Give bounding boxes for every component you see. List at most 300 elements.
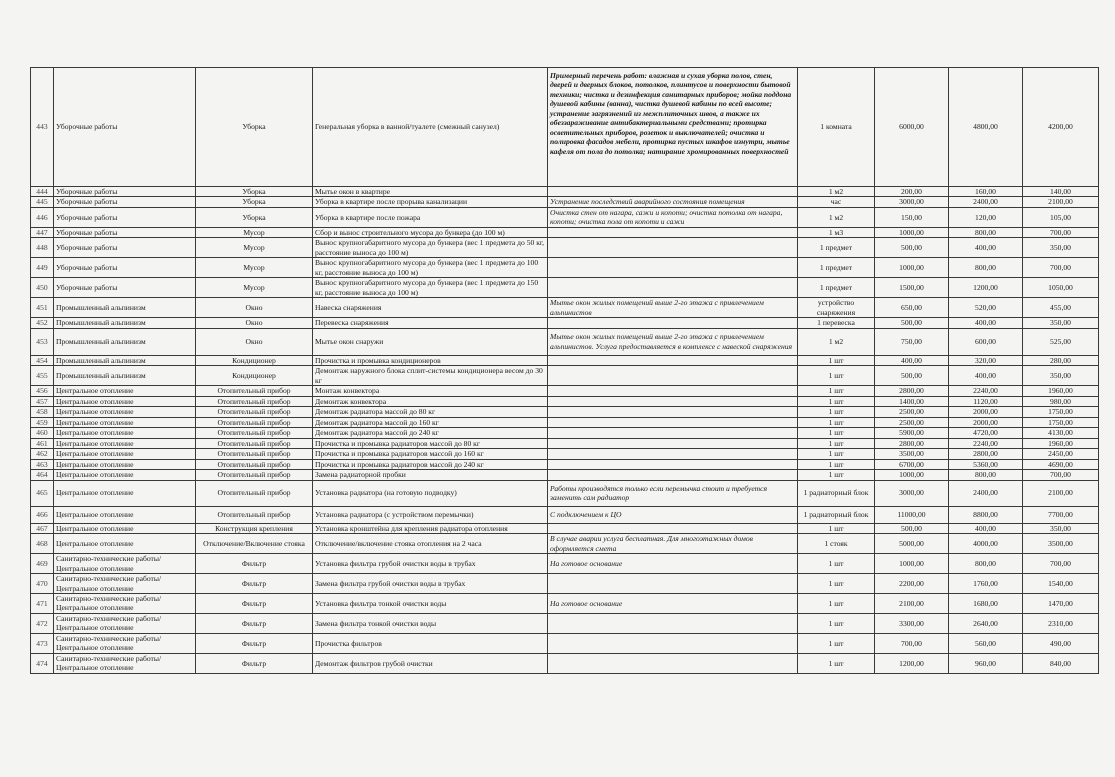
section-cell: Уборочные работы bbox=[54, 207, 196, 227]
service-cell: Вынос крупногабаритного мусора до бункера (вес 1 предмета до 100 кг, расстояние выноса до 100 м) bbox=[313, 258, 548, 278]
category-cell: Отопительный прибор bbox=[196, 438, 313, 448]
price-3-cell: 840,00 bbox=[1023, 653, 1099, 673]
row-number: 462 bbox=[31, 449, 54, 459]
section-cell: Промышленный альпинизм bbox=[54, 355, 196, 365]
price-1-cell: 500,00 bbox=[875, 366, 949, 386]
price-2-cell: 400,00 bbox=[949, 523, 1023, 533]
price-3-cell: 105,00 bbox=[1023, 207, 1099, 227]
row-number: 467 bbox=[31, 523, 54, 533]
price-1-cell: 2200,00 bbox=[875, 574, 949, 594]
category-cell: Мусор bbox=[196, 238, 313, 258]
description-cell bbox=[548, 470, 798, 480]
unit-cell: 1 шт bbox=[798, 523, 875, 533]
description-cell bbox=[548, 574, 798, 594]
price-3-cell: 2100,00 bbox=[1023, 480, 1099, 506]
service-cell: Установка фильтра тонкой очистки воды bbox=[313, 593, 548, 613]
unit-cell: 1 шт bbox=[798, 613, 875, 633]
price-3-cell: 1750,00 bbox=[1023, 407, 1099, 417]
row-number: 444 bbox=[31, 187, 54, 197]
price-2-cell: 1200,00 bbox=[949, 278, 1023, 298]
price-1-cell: 400,00 bbox=[875, 355, 949, 365]
price-1-cell: 3500,00 bbox=[875, 449, 949, 459]
description-cell: Очистка стен от нагара, сажи и копоти; очистка потолка от нагара, копоти; очистка пола от копоти и сажи bbox=[548, 207, 798, 227]
category-cell: Фильтр bbox=[196, 554, 313, 574]
unit-cell: 1 шт bbox=[798, 396, 875, 406]
price-2-cell: 1760,00 bbox=[949, 574, 1023, 594]
section-cell: Санитарно-технические работы/Центральное отопление bbox=[54, 593, 196, 613]
price-2-cell: 400,00 bbox=[949, 238, 1023, 258]
row-number: 473 bbox=[31, 633, 54, 653]
price-2-cell: 2400,00 bbox=[949, 197, 1023, 207]
section-cell: Центральное отопление bbox=[54, 396, 196, 406]
service-cell: Демонтаж радиатора массой до 160 кг bbox=[313, 417, 548, 427]
service-cell: Сбор и вынос строительного мусора до бункера (до 100 м) bbox=[313, 227, 548, 237]
section-cell: Центральное отопление bbox=[54, 438, 196, 448]
section-cell: Центральное отопление bbox=[54, 470, 196, 480]
table-row bbox=[31, 298, 1099, 318]
row-number: 451 bbox=[31, 298, 54, 318]
table-row bbox=[31, 207, 1099, 227]
price-1-cell: 1000,00 bbox=[875, 227, 949, 237]
price-3-cell: 140,00 bbox=[1023, 187, 1099, 197]
description-cell: На готовое основание bbox=[548, 593, 798, 613]
row-number: 455 bbox=[31, 366, 54, 386]
unit-cell: 1 м3 bbox=[798, 227, 875, 237]
price-1-cell: 500,00 bbox=[875, 318, 949, 328]
price-3-cell: 700,00 bbox=[1023, 554, 1099, 574]
description-cell: С подключением к ЦО bbox=[548, 506, 798, 523]
table-row bbox=[31, 227, 1099, 237]
category-cell: Окно bbox=[196, 318, 313, 328]
price-1-cell: 1200,00 bbox=[875, 653, 949, 673]
unit-cell: 1 м2 bbox=[798, 328, 875, 355]
service-cell: Мытье окон в квартире bbox=[313, 187, 548, 197]
price-2-cell: 4000,00 bbox=[949, 534, 1023, 554]
description-cell bbox=[548, 386, 798, 396]
price-1-cell: 1500,00 bbox=[875, 278, 949, 298]
service-cell: Замена фильтра тонкой очистки воды bbox=[313, 613, 548, 633]
row-number: 472 bbox=[31, 613, 54, 633]
price-2-cell: 2240,00 bbox=[949, 386, 1023, 396]
table-row bbox=[31, 278, 1099, 298]
category-cell: Окно bbox=[196, 298, 313, 318]
price-2-cell: 160,00 bbox=[949, 187, 1023, 197]
category-cell: Фильтр bbox=[196, 574, 313, 594]
table-row bbox=[31, 480, 1099, 506]
row-number: 474 bbox=[31, 653, 54, 673]
price-3-cell: 4200,00 bbox=[1023, 68, 1099, 187]
unit-cell: 1 радиаторный блок bbox=[798, 480, 875, 506]
price-3-cell: 700,00 bbox=[1023, 258, 1099, 278]
section-cell: Уборочные работы bbox=[54, 238, 196, 258]
service-cell: Прочистка фильтров bbox=[313, 633, 548, 653]
section-cell: Центральное отопление bbox=[54, 449, 196, 459]
unit-cell: 1 комната bbox=[798, 68, 875, 187]
category-cell: Отопительный прибор bbox=[196, 506, 313, 523]
category-cell: Отопительный прибор bbox=[196, 407, 313, 417]
service-cell: Мытье окон снаружи bbox=[313, 328, 548, 355]
section-cell: Уборочные работы bbox=[54, 278, 196, 298]
unit-cell: 1 предмет bbox=[798, 278, 875, 298]
unit-cell: 1 предмет bbox=[798, 238, 875, 258]
description-cell bbox=[548, 366, 798, 386]
row-number: 453 bbox=[31, 328, 54, 355]
price-1-cell: 2800,00 bbox=[875, 438, 949, 448]
row-number: 465 bbox=[31, 480, 54, 506]
description-cell bbox=[548, 613, 798, 633]
price-3-cell: 2100,00 bbox=[1023, 197, 1099, 207]
unit-cell: час bbox=[798, 197, 875, 207]
service-cell: Навеска снаряжения bbox=[313, 298, 548, 318]
price-3-cell: 525,00 bbox=[1023, 328, 1099, 355]
price-1-cell: 700,00 bbox=[875, 633, 949, 653]
description-cell bbox=[548, 238, 798, 258]
unit-cell: 1 шт bbox=[798, 449, 875, 459]
price-2-cell: 1680,00 bbox=[949, 593, 1023, 613]
unit-cell: 1 шт bbox=[798, 417, 875, 427]
unit-cell: 1 шт bbox=[798, 438, 875, 448]
category-cell: Уборка bbox=[196, 207, 313, 227]
service-cell: Генеральная уборка в ванной/туалете (смежный санузел) bbox=[313, 68, 548, 187]
description-cell bbox=[548, 396, 798, 406]
category-cell: Окно bbox=[196, 328, 313, 355]
service-cell: Установка кронштейна для крепления радиатора отопления bbox=[313, 523, 548, 533]
description-cell: Работы производятся только если перемычка стоит и требуется заменить сам радиатор bbox=[548, 480, 798, 506]
price-2-cell: 960,00 bbox=[949, 653, 1023, 673]
price-3-cell: 1960,00 bbox=[1023, 386, 1099, 396]
category-cell: Отопительный прибор bbox=[196, 396, 313, 406]
service-cell: Демонтаж радиатора массой до 240 кг bbox=[313, 428, 548, 438]
section-cell: Промышленный альпинизм bbox=[54, 328, 196, 355]
section-cell: Центральное отопление bbox=[54, 534, 196, 554]
description-cell bbox=[548, 633, 798, 653]
category-cell: Уборка bbox=[196, 68, 313, 187]
section-cell: Центральное отопление bbox=[54, 523, 196, 533]
description-cell bbox=[548, 653, 798, 673]
description-cell: Примерный перечень работ: влажная и сухая уборка полов, стен, дверей и дверных блоков, потолков, плинтусов и поверхности бытовой техники; чистка и дезинфекция санитарных приборов; мойка поддона душевой кабины (ванна), чистка душевой кабины по всей высоте; устранение загрязнений из межплиточных швов, а также их обеззараживание антибактериальными средствами; протирка осветительных приборов, розеток и выключателей; очистка и полировка фасадов мебели, протирка пустых шкафов изнутри, мытье кафеля от пола до потолка; натирание хромированных поверхностей bbox=[548, 68, 798, 187]
description-cell bbox=[548, 227, 798, 237]
row-number: 469 bbox=[31, 554, 54, 574]
description-cell bbox=[548, 417, 798, 427]
table-row bbox=[31, 428, 1099, 438]
description-cell bbox=[548, 428, 798, 438]
service-cell: Прочистка и промывка радиаторов массой до 160 кг bbox=[313, 449, 548, 459]
service-cell: Прочистка и промывка радиаторов массой до 240 кг bbox=[313, 459, 548, 469]
category-cell: Отопительный прибор bbox=[196, 480, 313, 506]
section-cell: Санитарно-технические работы/Центральное отопление bbox=[54, 653, 196, 673]
category-cell: Отопительный прибор bbox=[196, 449, 313, 459]
price-1-cell: 5900,00 bbox=[875, 428, 949, 438]
table-row bbox=[31, 238, 1099, 258]
price-2-cell: 400,00 bbox=[949, 366, 1023, 386]
price-1-cell: 2100,00 bbox=[875, 593, 949, 613]
category-cell: Уборка bbox=[196, 187, 313, 197]
price-1-cell: 200,00 bbox=[875, 187, 949, 197]
price-3-cell: 2450,00 bbox=[1023, 449, 1099, 459]
price-3-cell: 490,00 bbox=[1023, 633, 1099, 653]
row-number: 457 bbox=[31, 396, 54, 406]
price-2-cell: 2000,00 bbox=[949, 417, 1023, 427]
price-3-cell: 350,00 bbox=[1023, 366, 1099, 386]
table-row bbox=[31, 366, 1099, 386]
row-number: 458 bbox=[31, 407, 54, 417]
category-cell: Отопительный прибор bbox=[196, 417, 313, 427]
unit-cell: 1 шт bbox=[798, 653, 875, 673]
table-row bbox=[31, 554, 1099, 574]
section-cell: Уборочные работы bbox=[54, 258, 196, 278]
table-row bbox=[31, 187, 1099, 197]
price-1-cell: 3000,00 bbox=[875, 197, 949, 207]
unit-cell: 1 шт bbox=[798, 428, 875, 438]
price-1-cell: 1000,00 bbox=[875, 470, 949, 480]
price-3-cell: 350,00 bbox=[1023, 318, 1099, 328]
description-cell bbox=[548, 459, 798, 469]
row-number: 459 bbox=[31, 417, 54, 427]
price-3-cell: 1750,00 bbox=[1023, 417, 1099, 427]
unit-cell: 1 шт bbox=[798, 574, 875, 594]
category-cell: Фильтр bbox=[196, 653, 313, 673]
description-cell: Мытье окон жилых помещений выше 2-го этажа с привлечением альпинистов bbox=[548, 298, 798, 318]
price-1-cell: 1400,00 bbox=[875, 396, 949, 406]
price-2-cell: 560,00 bbox=[949, 633, 1023, 653]
service-cell: Перевеска снаряжения bbox=[313, 318, 548, 328]
service-cell: Монтаж конвектора bbox=[313, 386, 548, 396]
table-row bbox=[31, 593, 1099, 613]
price-table bbox=[30, 67, 1099, 674]
price-2-cell: 1120,00 bbox=[949, 396, 1023, 406]
description-cell: На готовое основание bbox=[548, 554, 798, 574]
price-1-cell: 6000,00 bbox=[875, 68, 949, 187]
category-cell: Фильтр bbox=[196, 633, 313, 653]
price-1-cell: 5000,00 bbox=[875, 534, 949, 554]
description-cell bbox=[548, 258, 798, 278]
price-1-cell: 1000,00 bbox=[875, 554, 949, 574]
price-1-cell: 11000,00 bbox=[875, 506, 949, 523]
row-number: 471 bbox=[31, 593, 54, 613]
section-cell: Центральное отопление bbox=[54, 480, 196, 506]
service-cell: Прочистка и промывка радиаторов массой до 80 кг bbox=[313, 438, 548, 448]
row-number: 446 bbox=[31, 207, 54, 227]
section-cell: Санитарно-технические работы/Центральное отопление bbox=[54, 574, 196, 594]
price-2-cell: 800,00 bbox=[949, 227, 1023, 237]
table-row bbox=[31, 386, 1099, 396]
unit-cell: 1 перевеска bbox=[798, 318, 875, 328]
description-cell: В случае аварии услуга бесплатная. Для многоэтажных домов оформляется смета bbox=[548, 534, 798, 554]
service-cell: Демонтаж наружного блока сплит-системы кондиционера весом до 30 кг bbox=[313, 366, 548, 386]
description-cell bbox=[548, 523, 798, 533]
table-row bbox=[31, 407, 1099, 417]
service-cell: Уборка в квартире после прорыва канализации bbox=[313, 197, 548, 207]
price-2-cell: 4800,00 bbox=[949, 68, 1023, 187]
price-1-cell: 6700,00 bbox=[875, 459, 949, 469]
section-cell: Центральное отопление bbox=[54, 386, 196, 396]
table-row bbox=[31, 355, 1099, 365]
table-row bbox=[31, 197, 1099, 207]
description-cell bbox=[548, 187, 798, 197]
section-cell: Уборочные работы bbox=[54, 187, 196, 197]
price-3-cell: 980,00 bbox=[1023, 396, 1099, 406]
row-number: 449 bbox=[31, 258, 54, 278]
row-number: 460 bbox=[31, 428, 54, 438]
table-row bbox=[31, 438, 1099, 448]
service-cell: Прочистка и промывка кондиционеров bbox=[313, 355, 548, 365]
unit-cell: устройство снаряжения bbox=[798, 298, 875, 318]
price-2-cell: 2000,00 bbox=[949, 407, 1023, 417]
service-cell: Отключение/включение стояка отопления на 2 часа bbox=[313, 534, 548, 554]
section-cell: Санитарно-технические работы/Центральное отопление bbox=[54, 633, 196, 653]
table-row bbox=[31, 534, 1099, 554]
price-2-cell: 520,00 bbox=[949, 298, 1023, 318]
category-cell: Фильтр bbox=[196, 593, 313, 613]
category-cell: Мусор bbox=[196, 278, 313, 298]
category-cell: Отопительный прибор bbox=[196, 428, 313, 438]
price-3-cell: 1540,00 bbox=[1023, 574, 1099, 594]
price-2-cell: 8800,00 bbox=[949, 506, 1023, 523]
table-row bbox=[31, 449, 1099, 459]
price-2-cell: 400,00 bbox=[949, 318, 1023, 328]
table-row bbox=[31, 459, 1099, 469]
price-2-cell: 120,00 bbox=[949, 207, 1023, 227]
service-cell: Вынос крупногабаритного мусора до бункера (вес 1 предмета до 50 кг, расстояние выноса до 100 м) bbox=[313, 238, 548, 258]
description-cell: Мытье окон жилых помещений выше 2-го этажа с привлечением альпинистов. Услуга предоставляется в комплексе с навеской снаряжения bbox=[548, 328, 798, 355]
unit-cell: 1 шт bbox=[798, 459, 875, 469]
unit-cell: 1 шт bbox=[798, 554, 875, 574]
section-cell: Санитарно-технические работы/Центральное отопление bbox=[54, 613, 196, 633]
section-cell: Промышленный альпинизм bbox=[54, 366, 196, 386]
unit-cell: 1 стояк bbox=[798, 534, 875, 554]
row-number: 468 bbox=[31, 534, 54, 554]
price-3-cell: 700,00 bbox=[1023, 227, 1099, 237]
price-3-cell: 3500,00 bbox=[1023, 534, 1099, 554]
table-row bbox=[31, 613, 1099, 633]
price-1-cell: 2500,00 bbox=[875, 407, 949, 417]
price-3-cell: 1050,00 bbox=[1023, 278, 1099, 298]
section-cell: Промышленный альпинизм bbox=[54, 318, 196, 328]
table-row bbox=[31, 417, 1099, 427]
unit-cell: 1 радиаторный блок bbox=[798, 506, 875, 523]
row-number: 463 bbox=[31, 459, 54, 469]
service-cell: Демонтаж конвектора bbox=[313, 396, 548, 406]
row-number: 452 bbox=[31, 318, 54, 328]
row-number: 450 bbox=[31, 278, 54, 298]
row-number: 447 bbox=[31, 227, 54, 237]
section-cell: Санитарно-технические работы/Центральное отопление bbox=[54, 554, 196, 574]
description-cell bbox=[548, 278, 798, 298]
table-row bbox=[31, 396, 1099, 406]
section-cell: Уборочные работы bbox=[54, 68, 196, 187]
price-1-cell: 3000,00 bbox=[875, 480, 949, 506]
table-row bbox=[31, 328, 1099, 355]
unit-cell: 1 шт bbox=[798, 407, 875, 417]
price-2-cell: 5360,00 bbox=[949, 459, 1023, 469]
section-cell: Уборочные работы bbox=[54, 227, 196, 237]
service-cell: Демонтаж радиатора массой до 80 кг bbox=[313, 407, 548, 417]
price-3-cell: 455,00 bbox=[1023, 298, 1099, 318]
service-cell: Демонтаж фильтров грубой очистки bbox=[313, 653, 548, 673]
price-2-cell: 800,00 bbox=[949, 258, 1023, 278]
service-cell: Замена радиаторной пробки bbox=[313, 470, 548, 480]
table-row bbox=[31, 574, 1099, 594]
price-3-cell: 1470,00 bbox=[1023, 593, 1099, 613]
price-3-cell: 2310,00 bbox=[1023, 613, 1099, 633]
unit-cell: 1 шт bbox=[798, 386, 875, 396]
category-cell: Отопительный прибор bbox=[196, 470, 313, 480]
price-1-cell: 500,00 bbox=[875, 238, 949, 258]
table-row bbox=[31, 633, 1099, 653]
section-cell: Центральное отопление bbox=[54, 459, 196, 469]
price-1-cell: 750,00 bbox=[875, 328, 949, 355]
service-cell: Уборка в квартире после пожара bbox=[313, 207, 548, 227]
category-cell: Конструкция крепления bbox=[196, 523, 313, 533]
category-cell: Отопительный прибор bbox=[196, 459, 313, 469]
price-3-cell: 350,00 bbox=[1023, 523, 1099, 533]
unit-cell: 1 шт bbox=[798, 633, 875, 653]
row-number: 466 bbox=[31, 506, 54, 523]
service-cell: Замена фильтра грубой очистки воды в трубах bbox=[313, 574, 548, 594]
price-2-cell: 2800,00 bbox=[949, 449, 1023, 459]
section-cell: Центральное отопление bbox=[54, 428, 196, 438]
table-row bbox=[31, 470, 1099, 480]
row-number: 454 bbox=[31, 355, 54, 365]
price-1-cell: 650,00 bbox=[875, 298, 949, 318]
description-cell bbox=[548, 438, 798, 448]
price-2-cell: 4720,00 bbox=[949, 428, 1023, 438]
price-3-cell: 280,00 bbox=[1023, 355, 1099, 365]
table-row bbox=[31, 523, 1099, 533]
category-cell: Кондиционер bbox=[196, 366, 313, 386]
row-number: 456 bbox=[31, 386, 54, 396]
price-2-cell: 320,00 bbox=[949, 355, 1023, 365]
price-2-cell: 800,00 bbox=[949, 554, 1023, 574]
row-number: 443 bbox=[31, 68, 54, 187]
price-2-cell: 800,00 bbox=[949, 470, 1023, 480]
price-1-cell: 150,00 bbox=[875, 207, 949, 227]
row-number: 448 bbox=[31, 238, 54, 258]
description-cell bbox=[548, 318, 798, 328]
category-cell: Мусор bbox=[196, 227, 313, 237]
table-row bbox=[31, 68, 1099, 187]
table-row bbox=[31, 318, 1099, 328]
section-cell: Центральное отопление bbox=[54, 417, 196, 427]
section-cell: Центральное отопление bbox=[54, 506, 196, 523]
description-cell bbox=[548, 449, 798, 459]
price-1-cell: 500,00 bbox=[875, 523, 949, 533]
unit-cell: 1 шт bbox=[798, 355, 875, 365]
service-cell: Установка радиатора (на готовую подводку) bbox=[313, 480, 548, 506]
unit-cell: 1 предмет bbox=[798, 258, 875, 278]
unit-cell: 1 шт bbox=[798, 470, 875, 480]
price-3-cell: 700,00 bbox=[1023, 470, 1099, 480]
row-number: 464 bbox=[31, 470, 54, 480]
service-cell: Вынос крупногабаритного мусора до бункера (вес 1 предмета до 150 кг, расстояние выноса до 100 м) bbox=[313, 278, 548, 298]
category-cell: Кондиционер bbox=[196, 355, 313, 365]
description-cell bbox=[548, 355, 798, 365]
section-cell: Промышленный альпинизм bbox=[54, 298, 196, 318]
price-1-cell: 2800,00 bbox=[875, 386, 949, 396]
unit-cell: 1 м2 bbox=[798, 187, 875, 197]
service-cell: Установка радиатора (с устройством перемычки) bbox=[313, 506, 548, 523]
section-cell: Центральное отопление bbox=[54, 407, 196, 417]
row-number: 461 bbox=[31, 438, 54, 448]
table-row bbox=[31, 506, 1099, 523]
unit-cell: 1 м2 bbox=[798, 207, 875, 227]
table-row bbox=[31, 258, 1099, 278]
price-3-cell: 4130,00 bbox=[1023, 428, 1099, 438]
category-cell: Мусор bbox=[196, 258, 313, 278]
service-cell: Установка фильтра грубой очистки воды в трубах bbox=[313, 554, 548, 574]
price-2-cell: 2240,00 bbox=[949, 438, 1023, 448]
description-cell: Устранение последствий аварийного состояния помещения bbox=[548, 197, 798, 207]
